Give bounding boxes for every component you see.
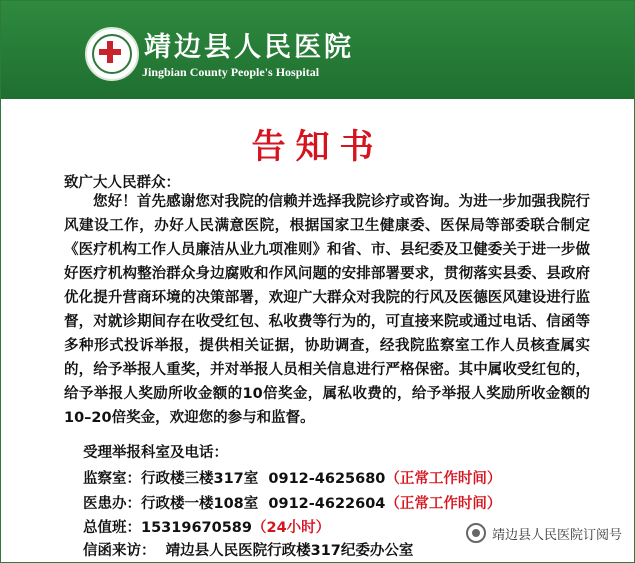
paren-open: （ [251, 520, 267, 536]
contact-phone: 0912-4622604 [268, 496, 386, 512]
contact-location: 行政楼一楼108室 [141, 496, 259, 512]
paren-open: （ [385, 496, 400, 512]
contact-hours: 24小时 [266, 520, 316, 536]
hospital-logo-icon [85, 27, 139, 81]
contact-row-duty [83, 516, 330, 537]
wechat-account-icon [466, 523, 486, 543]
notice-body: 您好！首先感谢您对我院的信赖并选择我院诊疗或咨询。为进一步加强我院行风建设工作，办好人民满意医院，根据国家卫生健康委、医保局等部委联合制定《医疗机构工作人员廉洁从业九项准则》和省、市、县纪委及卫健委关于进一步做好医疗机构整治群众身边腐败和作风问题的安排部署要求，贯彻落实县委、县政府优化提升营商环境的决策部署，欢迎广大群众对我院的行风及医德医风建设进行监督，对就诊期间存在收受红包、私收费等行为的，可直接来院或通过电话、信函等多种形式投诉举报，提供相关证据，协助调查，经我院监察室工作人员核查属实的，给予举报人重奖，并对举报人员相关信息进行严格保密。其中属收受红包的，给予举报人奖励所收金额的10倍奖金，属私收费的，给予举报人奖励所收金额的10–20倍奖金，欢迎您的参与和监督。 [64, 194, 590, 426]
contact-hours: 正常工作时间 [399, 471, 487, 487]
mail-label: 信函来访： [83, 543, 156, 559]
contact-phone: 15319670589 [141, 520, 252, 536]
logo-cross-bar [99, 49, 121, 55]
contact-hours: 正常工作时间 [399, 496, 487, 512]
contact-location: 行政楼三楼317室 [141, 471, 259, 487]
paren-close: ） [486, 496, 502, 512]
paren-close: ） [315, 520, 331, 536]
paren-open: （ [385, 471, 400, 487]
salutation: 致广大人民群众： [64, 175, 180, 191]
wechat-watermark [462, 522, 626, 544]
contact-row-supervision [83, 467, 501, 488]
contact-label: 监察室： [83, 471, 141, 487]
notice-title: 告知书 [251, 127, 384, 167]
mail-address: 靖边县人民医院行政楼317纪委办公室 [165, 543, 414, 559]
contacts-title: 受理举报科室及电话： [83, 445, 228, 461]
hospital-header [1, 1, 634, 99]
contact-label: 医患办： [83, 496, 141, 512]
contact-row-patient-relations [83, 492, 501, 513]
contact-row-mail [83, 539, 413, 560]
watermark-text: 靖边县人民医院订阅号 [491, 527, 622, 543]
paren-close: ） [486, 471, 502, 487]
hospital-name-en: Jingbian County People's Hospital [142, 65, 320, 79]
hospital-name-cn: 靖边县人民医院 [144, 32, 354, 63]
contact-label: 总值班： [83, 520, 141, 536]
contact-phone: 0912-4625680 [268, 471, 386, 487]
